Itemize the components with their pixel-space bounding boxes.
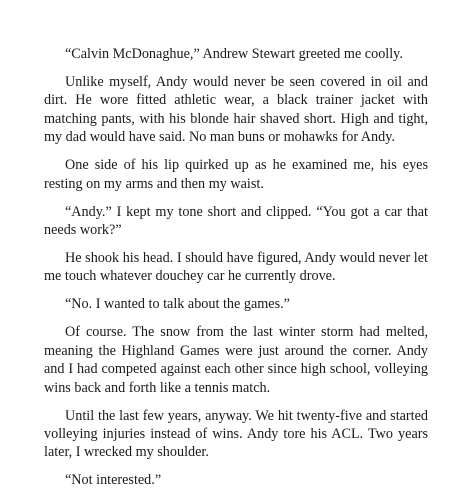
book-page bbox=[44, 45, 428, 499]
paragraph-3: One side of his lip quirked up as he examined me, his eyes resting on my arms and then my waist. bbox=[44, 157, 428, 192]
paragraph-7: Of course. The snow from the last winter storm had melted, meaning the Highland Games were just around the corner. Andy and I had competed against each other since high school, volleying wins back and forth like a tennis match. bbox=[44, 324, 428, 396]
paragraph-4: “Andy.” I kept my tone short and clipped. “You got a car that needs work?” bbox=[44, 203, 428, 239]
paragraph-9: “Not interested.” bbox=[65, 472, 162, 489]
paragraph-1: “Calvin McDonaghue,” Andrew Stewart greeted me coolly. bbox=[65, 46, 403, 62]
paragraph-5: He shook his head. I should have figured, Andy would never let me touch whatever douchey car he currently drove. bbox=[44, 250, 428, 285]
paragraph-8: Until the last few years, anyway. We hit twenty-five and started volleying injuries instead of wins. Andy tore his ACL. Two years later, I wrecked my shoulder. bbox=[44, 407, 428, 461]
paragraph-6: “No. I wanted to talk about the games.” bbox=[65, 296, 290, 313]
paragraph-2: Unlike myself, Andy would never be seen covered in oil and dirt. He wore fitted athletic wear, a black trainer jacket with matching pants, with his blonde hair shaved short. High and tight, my dad would have said. No man buns or mohawks for Andy. bbox=[44, 74, 428, 146]
